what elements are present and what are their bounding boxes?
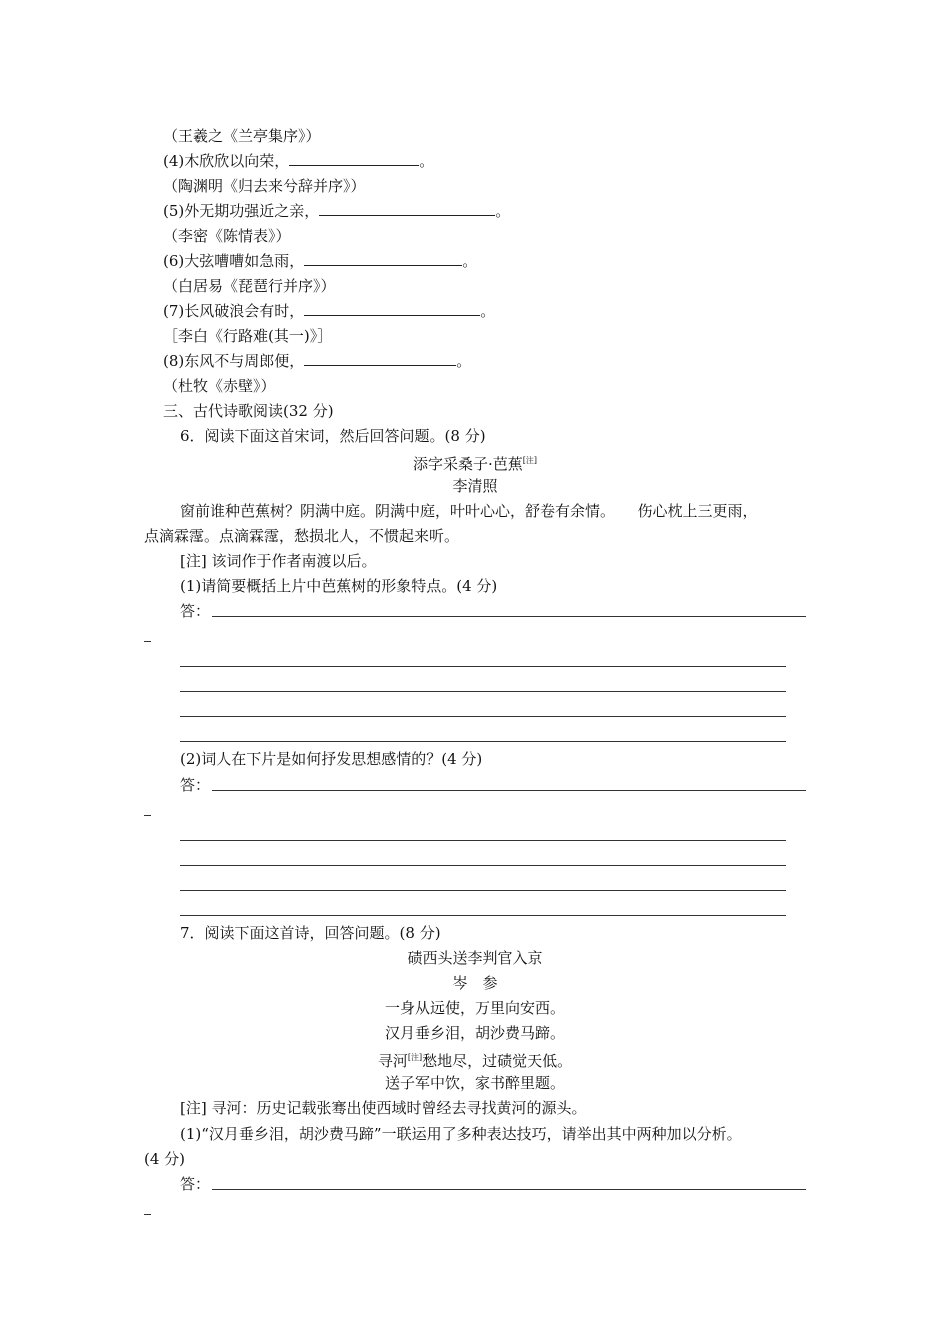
question-6-fill-end: 。 <box>462 252 478 270</box>
line-dash <box>144 641 151 642</box>
question-6-stem: 6．阅读下面这首宋词，然后回答问题。(8 分) <box>180 427 486 445</box>
answer-blank-8[interactable] <box>304 352 456 366</box>
poem-6-note: [注] 该词作于作者南渡以后。 <box>180 552 377 570</box>
question-7-fill-end: 。 <box>480 302 496 320</box>
source-baijuyi: （白居易《琵琶行并序》） <box>163 277 336 295</box>
poem-7-line3-b: 愁地尽，过碛觉天低。 <box>422 1052 573 1070</box>
answer-blank-6[interactable] <box>304 252 462 266</box>
question-6-sub2: (2)词人在下片是如何抒发思想感情的？(4 分) <box>180 750 483 768</box>
answer-line[interactable] <box>180 840 786 841</box>
poem-7-author: 岑 参 <box>452 974 498 992</box>
answer-line[interactable] <box>180 915 786 916</box>
answer-line[interactable] <box>180 716 786 717</box>
question-6-fill <box>163 251 477 271</box>
question-5-prompt: (5)外无期功强近之亲， <box>163 202 320 220</box>
answer-line[interactable] <box>212 616 806 617</box>
question-4 <box>163 151 434 171</box>
question-5-end: 。 <box>495 202 511 220</box>
answer-blank-7[interactable] <box>304 302 480 316</box>
answer-line[interactable] <box>180 865 786 866</box>
poem-7-line4: 送子军中饮，家书醉里题。 <box>384 1074 565 1092</box>
answer-line[interactable] <box>180 890 786 891</box>
poem-6-author: 李清照 <box>452 477 498 495</box>
line-dash <box>144 1214 151 1215</box>
line-dash <box>144 815 151 816</box>
question-7-sub1-points: (4 分) <box>144 1150 186 1168</box>
poem-6-body-line1-text: 窗前谁种芭蕉树？阴满中庭。阴满中庭，叶叶心心，舒卷有余情。 伤心枕上三更雨， <box>180 502 758 520</box>
answer-line[interactable] <box>212 790 806 791</box>
question-8-fill-end: 。 <box>456 352 472 370</box>
poem-7-note: [注] 寻河：历史记载张骞出使西域时曾经去寻找黄河的源头。 <box>180 1099 587 1117</box>
answer-blank-4[interactable] <box>289 152 419 166</box>
poem-7-line1: 一身从远使，万里向安西。 <box>384 999 565 1017</box>
poem-6-title-note: [注] <box>522 456 538 465</box>
question-4-prompt: (4)木欣欣以向荣， <box>163 152 290 170</box>
source-limi: （李密《陈情表》） <box>163 227 291 245</box>
poem-6-body-line1 <box>144 501 758 521</box>
poem-7-line3-note: [注] <box>407 1053 423 1062</box>
source-wangxizhi: （王羲之《兰亭集序》） <box>163 127 321 145</box>
question-7-fill-prompt: (7)长风破浪会有时， <box>163 302 305 320</box>
question-8-fill-prompt: (8)东风不与周郎便， <box>163 352 305 370</box>
question-5 <box>163 201 510 221</box>
section-3-title: 三、古代诗歌阅读(32 分) <box>163 402 334 420</box>
poem-6-title <box>0 451 950 471</box>
poem-7-line3-a: 寻河 <box>377 1052 408 1070</box>
poem-6-body-line2: 点滴霖霪。点滴霖霪，愁损北人，不惯起来听。 <box>144 527 460 545</box>
answer-label-7-1: 答： <box>180 1175 211 1193</box>
question-6-fill-prompt: (6)大弦嘈嘈如急雨， <box>163 252 305 270</box>
question-8-fill <box>163 351 471 371</box>
answer-blank-5[interactable] <box>319 202 495 216</box>
source-taoyuanming: （陶渊明《归去来兮辞并序》） <box>163 177 366 195</box>
question-7-sub1: (1)“汉月垂乡泪，胡沙费马蹄”一联运用了多种表达技巧，请举出其中两种加以分析。 <box>180 1125 742 1143</box>
answer-line[interactable] <box>212 1189 806 1190</box>
answer-line[interactable] <box>180 666 786 667</box>
question-7-fill <box>163 301 495 321</box>
answer-line[interactable] <box>180 741 786 742</box>
source-libai: ［李白《行路难(其一)》］ <box>163 327 333 345</box>
source-dumu: （杜牧《赤壁》） <box>163 377 276 395</box>
poem-6-title-text: 添字采桑子·芭蕉 <box>412 455 523 473</box>
poem-7-line2: 汉月垂乡泪，胡沙费马蹄。 <box>384 1024 565 1042</box>
question-4-end: 。 <box>419 152 435 170</box>
question-6-sub1: (1)请简要概括上片中芭蕉树的形象特点。(4 分) <box>180 577 498 595</box>
poem-7-line3 <box>0 1048 950 1068</box>
answer-label-6-2: 答： <box>180 776 211 794</box>
poem-7-title: 碛西头送李判官入京 <box>407 949 543 967</box>
answer-line[interactable] <box>180 691 786 692</box>
answer-label-6-1: 答： <box>180 602 211 620</box>
question-7-stem: 7．阅读下面这首诗，回答问题。(8 分) <box>180 924 441 942</box>
